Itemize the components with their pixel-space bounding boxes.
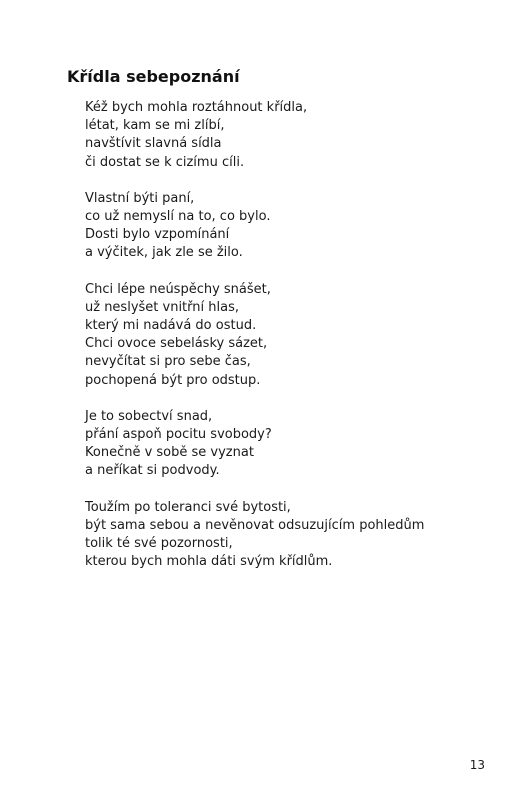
poem-line: tolik té své pozornosti, (85, 536, 233, 552)
poem-line: navštívit slavná sídla (85, 136, 222, 152)
poem-line: či dostat se k cizímu cíli. (85, 154, 245, 170)
poem-line: už neslyšet vnitřní hlas, (85, 299, 239, 315)
poem-line: nevyčítat si pro sebe čas, (85, 354, 251, 370)
poem-line: Chci ovoce sebelásky sázet, (85, 336, 268, 352)
stanza-1 (85, 99, 505, 172)
poem-line: pochopená být pro odstup. (85, 372, 261, 388)
poem-line: co už nemyslí na to, co bylo. (85, 209, 271, 225)
poem-line: a neříkat si podvody. (85, 463, 220, 479)
page-number: 13 (469, 758, 485, 772)
poem-title: Křídla sebepoznání (67, 67, 240, 86)
poem-line: který mi nadává do ostud. (85, 318, 257, 334)
poem-line: kterou bych mohla dáti svým křídlům. (85, 554, 333, 570)
poem-line: Dosti bylo vzpomínání (85, 227, 230, 243)
stanza-3 (85, 281, 505, 390)
poem-line: létat, kam se mi zlíbí, (85, 118, 225, 134)
poem-body (85, 99, 505, 589)
stanza-5 (85, 499, 505, 572)
poem-line: a výčitek, jak zle se žilo. (85, 245, 243, 261)
poem-line: Vlastní býti paní, (85, 190, 195, 206)
stanza-4 (85, 408, 505, 481)
poem-line: Konečně v sobě se vyznat (85, 445, 254, 461)
poem-line: Chci lépe neúspěchy snášet, (85, 281, 271, 297)
poem-line: přání aspoň pocitu svobody? (85, 427, 272, 443)
poem-line: Je to sobectví snad, (85, 408, 213, 424)
stanza-2 (85, 190, 505, 263)
poem-line: Kéž bych mohla roztáhnout křídla, (85, 100, 308, 115)
poem-line: Toužím po toleranci své bytosti, (85, 499, 291, 515)
poem-line: být sama sebou a nevěnovat odsuzujícím pohledům (85, 517, 425, 533)
